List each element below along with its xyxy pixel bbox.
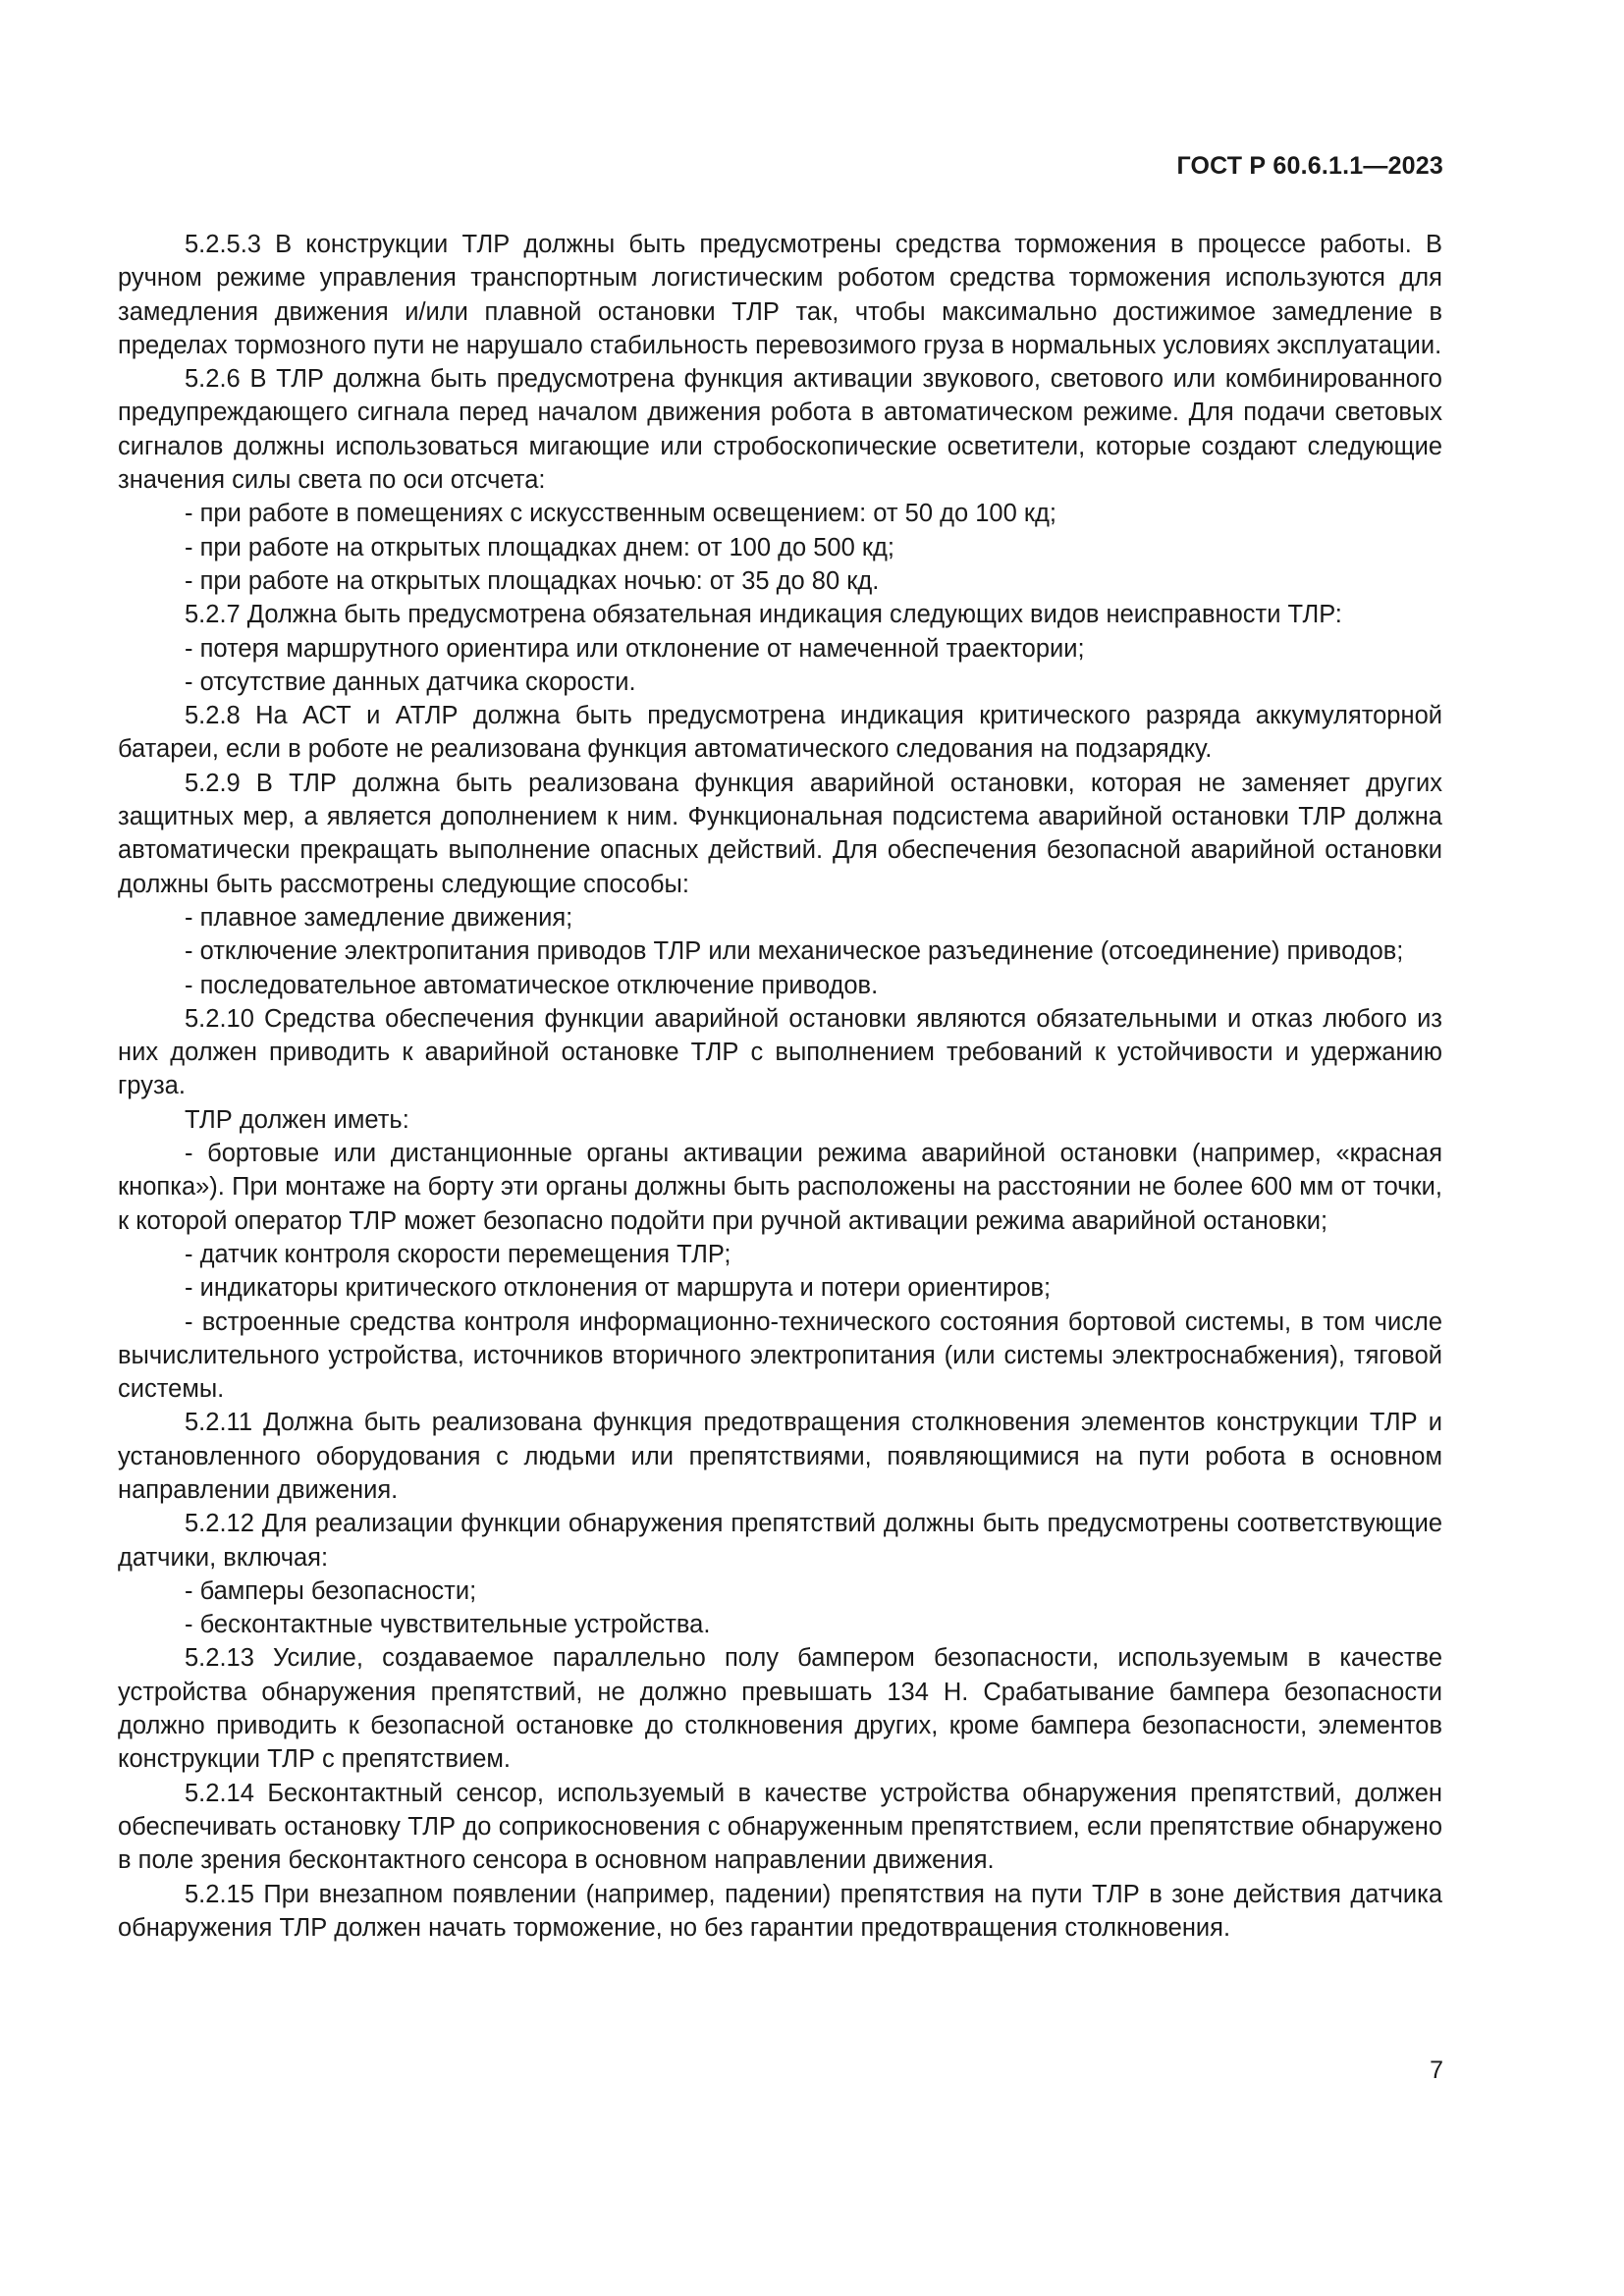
page-number: 7 (1430, 2056, 1443, 2084)
list-item: - бесконтактные чувствительные устройства. (185, 1611, 711, 1639)
list-item: - бортовые или дистанционные органы активации режима аварийной остановки (например, «красная кнопка»). При монтаже на борту эти органы должны быть расположены на расстоянии не более 600 мм от точки, к которой оператор ТЛР может безопасно подойти при ручной активации режима аварийной остановки; (118, 1140, 1442, 1235)
clause-5-2-8: 5.2.8 На АСТ и АТЛР должна быть предусмотрена индикация критического разряда аккумуляторной батареи, если в роботе не реализована функция автоматического следования на подзарядку. (118, 702, 1442, 764)
clause-5-2-6: 5.2.6 В ТЛР должна быть предусмотрена функция активации звукового, светового или комбинированного предупреждающего сигнала перед началом движения робота в автоматическом режиме. Для подачи световых сигналов должны использоваться мигающие или стробоскопические осветители, которые создают следующие значения силы света по оси отсчета: (118, 365, 1442, 495)
clause-5-2-14: 5.2.14 Бесконтактный сенсор, используемый в качестве устройства обнаружения препятствий, должен обеспечивать остановку ТЛР до соприкосновения с обнаруженным препятствием, если препятствие обнаружено в поле зрения бесконтактного сенсора в основном направлении движения. (118, 1779, 1442, 1875)
list-item: - плавное замедление движения; (185, 903, 573, 932)
standard-code-header: ГОСТ Р 60.6.1.1—2023 (1176, 152, 1443, 180)
list-item: - отсутствие данных датчика скорости. (185, 667, 636, 696)
clause-5-2-5-3: 5.2.5.3 В конструкции ТЛР должны быть предусмотрены средства торможения в процессе работы. В ручном режиме управления транспортным логистическим роботом средства торможения используются для замедления движения и/или плавной остановки ТЛР так, чтобы максимально достижимое замедление в пределах тормозного пути не нарушало стабильность перевозимого груза в нормальных условиях эксплуатации. (118, 231, 1442, 359)
clause-5-2-13: 5.2.13 Усилие, создаваемое параллельно полу бампером безопасности, используемым в качестве устройства обнаружения препятствий, не должно превышать 134 Н. Срабатывание бампера безопасности должно приводить к безопасной остановке до столкновения других, кроме бампера безопасности, элементов конструкции ТЛР с препятствием. (118, 1644, 1442, 1774)
list-item: - датчик контроля скорости перемещения ТЛР; (185, 1240, 731, 1268)
clause-5-2-12: 5.2.12 Для реализации функции обнаружения препятствий должны быть предусмотрены соответствующие датчики, включая: (118, 1510, 1442, 1572)
clause-5-2-11: 5.2.11 Должна быть реализована функция предотвращения столкновения элементов конструкции ТЛР и установленного оборудования с людьми или препятствиями, появляющимися на пути робота в основном направлении движения. (118, 1409, 1442, 1504)
clause-5-2-7: 5.2.7 Должна быть предусмотрена обязательная индикация следующих видов неисправности ТЛР: (185, 601, 1342, 629)
list-item: - бамперы безопасности; (185, 1576, 477, 1605)
document-body (118, 228, 1442, 1945)
requirements-lead-in: ТЛР должен иметь: (185, 1105, 409, 1134)
clause-5-2-9: 5.2.9 В ТЛР должна быть реализована функция аварийной остановки, которая не заменяет других защитных мер, а является дополнением к ним. Функциональная подсистема аварийной остановки ТЛР должна автоматически прекращать выполнение опасных действий. Для обеспечения безопасной аварийной остановки должны быть рассмотрены следующие способы: (118, 769, 1442, 898)
list-item: - индикаторы критического отклонения от маршрута и потери ориентиров; (185, 1274, 1052, 1303)
list-item: - при работе на открытых площадках ночью: от 35 до 80 кд. (185, 566, 880, 595)
list-item: - потеря маршрутного ориентира или отклонение от намеченной траектории; (185, 634, 1085, 663)
clause-5-2-15: 5.2.15 При внезапном появлении (например, падении) препятствия на пути ТЛР в зоне действия датчика обнаружения ТЛР должен начать торможение, но без гарантии предотвращения столкновения. (118, 1880, 1442, 1942)
list-item: - при работе в помещениях с искусственным освещением: от 50 до 100 кд; (185, 500, 1056, 528)
list-item: - отключение электропитания приводов ТЛР или механическое разъединение (отсоединение) приводов; (185, 937, 1404, 966)
clause-5-2-10: 5.2.10 Средства обеспечения функции аварийной остановки являются обязательными и отказ любого из них должен приводить к аварийной остановке ТЛР с выполнением требований к устойчивости и удержанию груза. (118, 1004, 1442, 1100)
list-item: - при работе на открытых площадках днем: от 100 до 500 кд; (185, 533, 894, 561)
list-item: - встроенные средства контроля информационно-технического состояния бортовой системы, в том числе вычислительного устройства, источников вторичного электропитания (или системы электроснабжения), тяговой системы. (118, 1308, 1442, 1404)
list-item: - последовательное автоматическое отключение приводов. (185, 971, 879, 999)
